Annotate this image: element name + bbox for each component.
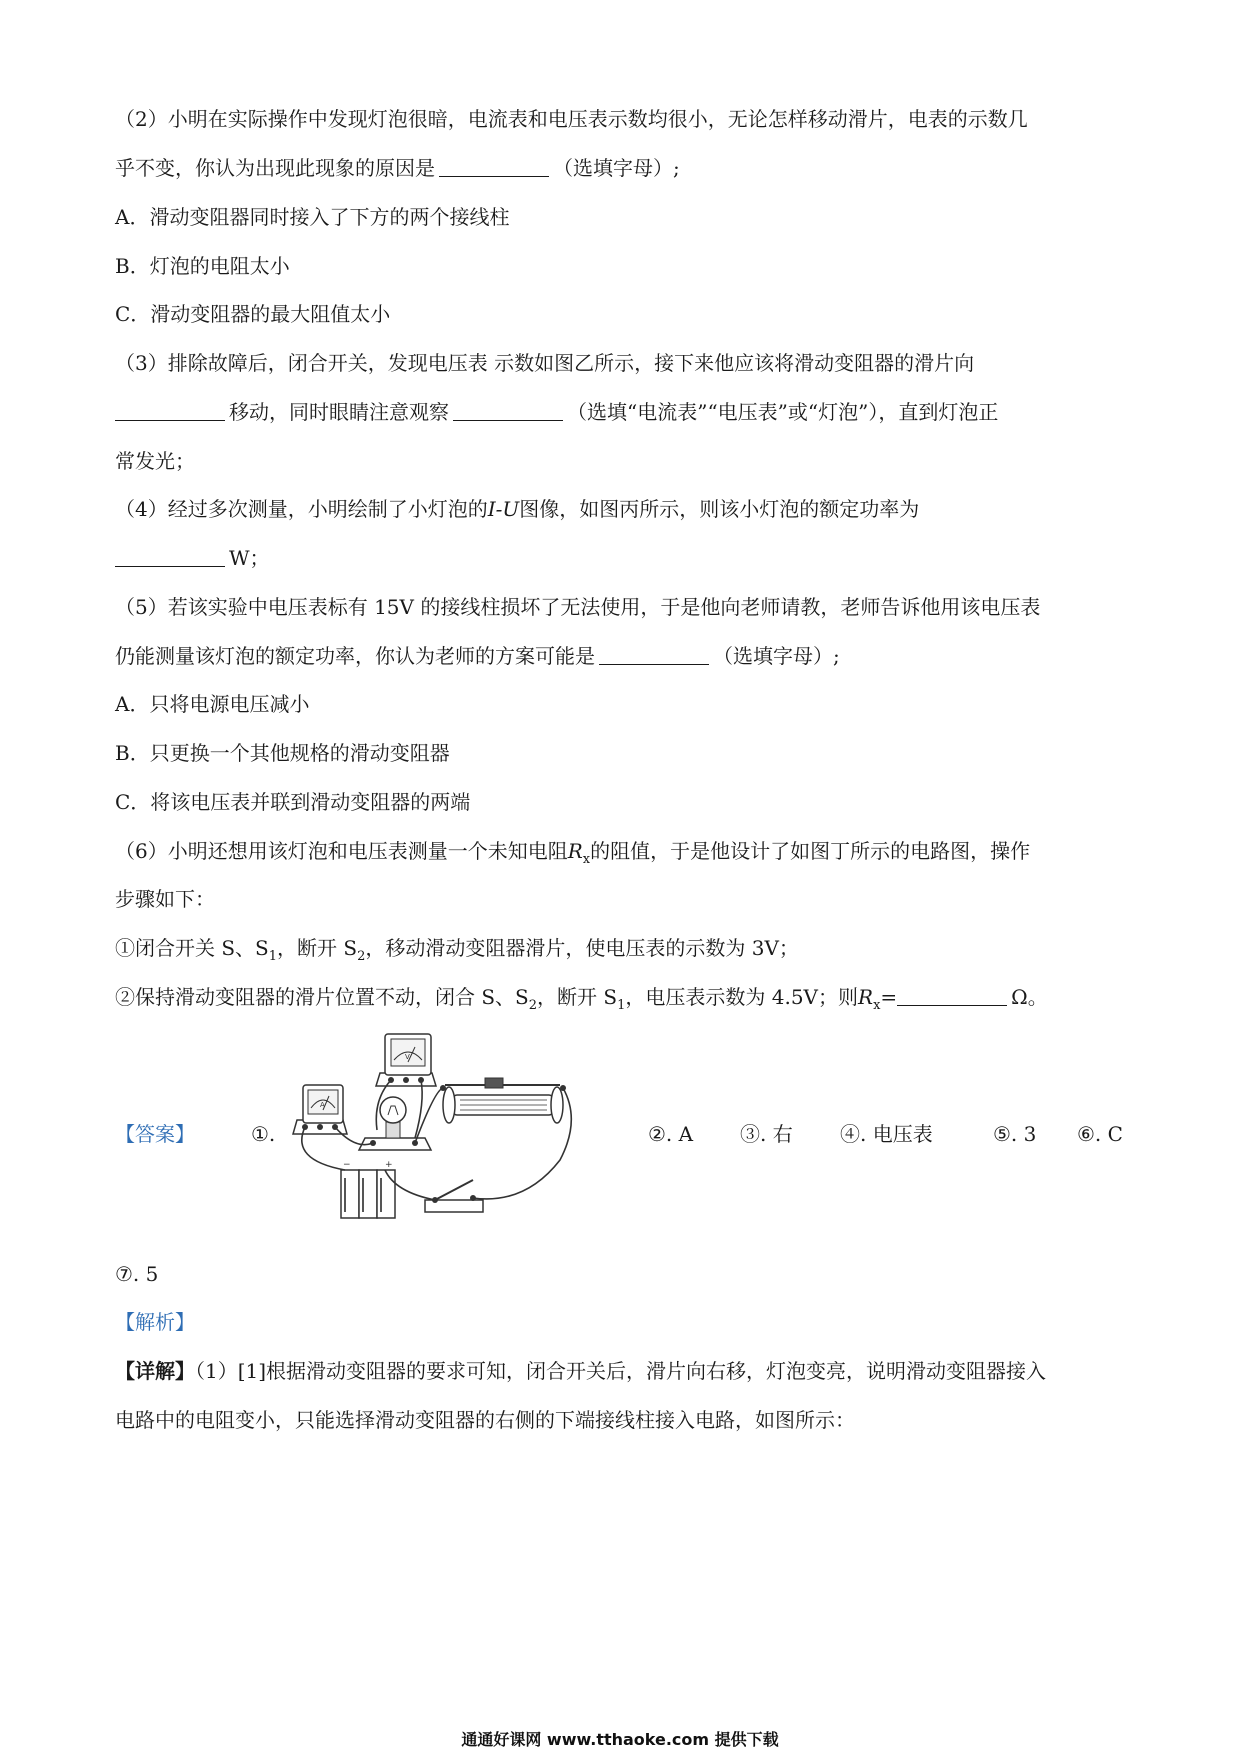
q3-line3: 常发光； [115,449,195,473]
answer-item-7: ⑦. 5 [115,1262,159,1286]
ammeter-icon [293,1085,347,1134]
q2-option-c: C．滑动变阻器的最大阻值太小 [115,302,391,326]
q4-line2: W； [115,543,270,573]
rheostat-icon [440,1078,566,1123]
q5-line1: （5）若该实验中电压表标有 15V 的接线柱损坏了无法使用，于是他向老师请教，老师告诉他用该电压表 [115,595,1041,619]
page-footer: 通通好课网 www.tthaoke.com 提供下载 [461,1730,779,1749]
q3-line2: 移动，同时眼睛注意观察 （选填“电流表”“电压表”或“灯泡”），直到灯泡正 [115,397,998,427]
answer-blank [439,156,549,177]
analysis-line1: 【详解】（1）[1]根据滑动变阻器的要求可知，闭合开关后，滑片向右移，灯泡变亮，说明滑动变阻器接入 [115,1359,1047,1383]
circuit-diagram [285,1030,725,1235]
answer-item-4: ④. 电压表 [840,1122,933,1146]
answer-item-2: ②. A [648,1122,694,1146]
svg-text:−: − [343,1160,351,1170]
answer-item-5: ⑤. 3 [993,1122,1037,1146]
answer-blank [115,546,225,567]
q2-option-b: B．灯泡的电阻太小 [115,254,290,278]
svg-text:+: + [385,1160,393,1170]
answer-item-3: ③. 右 [740,1122,793,1146]
answer-item-1: ①. [251,1122,276,1146]
answer-blank [115,400,225,421]
q6-line1: （6）小明还想用该灯泡和电压表测量一个未知电阻$R_x$的阻值，于是他设计了如图丁所示的电路图，操作 [115,839,1031,867]
q6-line2: 步骤如下： [115,887,215,911]
answer-blank [599,644,709,665]
answer-tag: 【答案】 [115,1122,195,1146]
q5-option-b: B．只更换一个其他规格的滑动变阻器 [115,741,450,765]
q2-line2: 乎不变，你认为出现此现象的原因是 （选填字母）; [115,156,680,180]
answer-blank [453,400,563,421]
svg-text:V: V [405,1053,410,1061]
answer-blank [897,985,1007,1006]
svg-text:A: A [320,1101,325,1109]
q6-step2: ②保持滑动变阻器的滑片位置不动，闭合 S、$S_2$，断开 $S_1$，电压表示数为 4.5V；则$R_x= \Omega$。 [115,985,1048,1013]
q5-option-c: C．将该电压表并联到滑动变阻器的两端 [115,790,471,814]
q3-line1: （3）排除故障后，闭合开关，发现电压表 示数如图乙所示，接下来他应该将滑动变阻器的滑片向 [115,351,975,375]
q2-line1: （2）小明在实际操作中发现灯泡很暗，电流表和电压表示数均很小，无论怎样移动滑片，电表的示数几 [115,107,1028,131]
q5-option-a: A．只将电源电压减小 [115,692,310,716]
battery-icon [341,1160,395,1218]
analysis-line2: 电路中的电阻变小，只能选择滑动变阻器的右侧的下端接线柱接入电路，如图所示： [115,1408,855,1432]
q2-option-a: A．滑动变阻器同时接入了下方的两个接线柱 [115,205,510,229]
switch-icon [425,1180,483,1212]
analysis-tag: 【解析】 [115,1310,195,1334]
answer-item-6: ⑥. C [1077,1122,1123,1146]
q6-step1: ①闭合开关 S、$S_1$，断开 $S_2$，移动滑动变阻器滑片，使电压表的示数为 3V； [115,936,799,964]
q5-line2: 仍能测量该灯泡的额定功率，你认为老师的方案可能是 （选填字母）; [115,644,840,668]
voltmeter-icon [376,1034,436,1086]
bulb-icon [359,1097,431,1150]
q4-line1: （4）经过多次测量，小明绘制了小灯泡的I-U图像，如图丙所示，则该小灯泡的额定功率为 [115,497,920,521]
